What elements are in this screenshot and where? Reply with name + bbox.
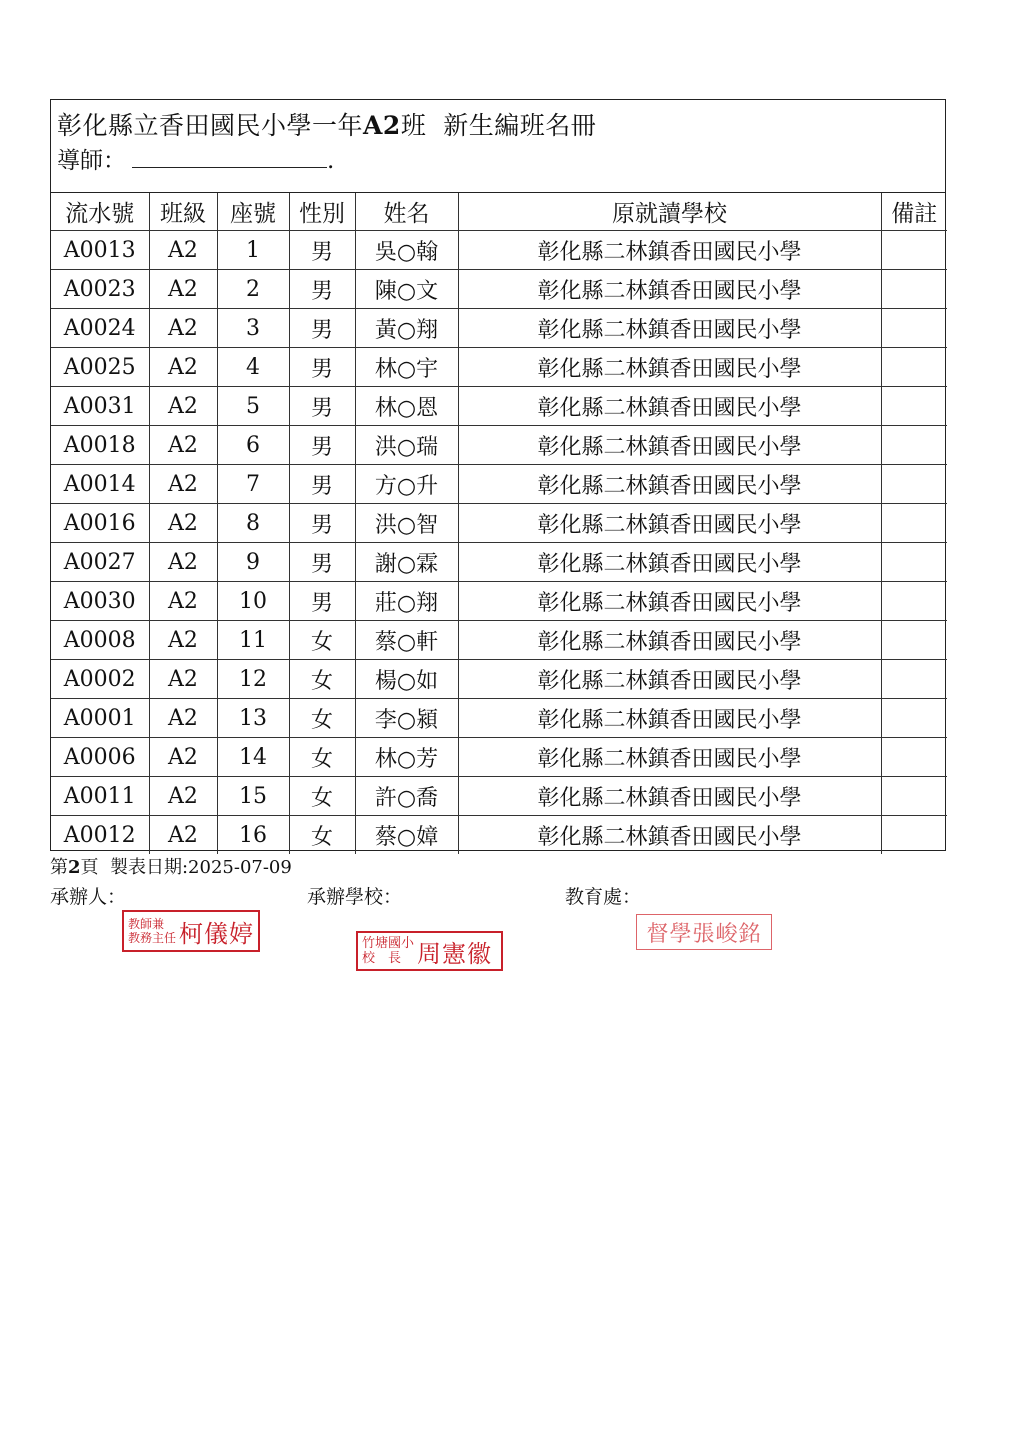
table-cell: 蔡○軒 [355,621,458,660]
table-row [51,777,947,816]
table-cell: 女 [289,816,355,855]
date-text: 製表日期:2025-07-09 [109,857,292,878]
table-row [51,270,947,309]
table-cell: A0002 [51,660,149,699]
table-cell: 彰化縣二林鎮香田國民小學 [458,699,881,738]
table-row [51,816,947,855]
table-cell: A0018 [51,426,149,465]
tutor-label: 導師： [57,148,126,174]
table-cell: A0012 [51,816,149,855]
table-cell: A0011 [51,777,149,816]
table-cell: 洪○瑞 [355,426,458,465]
table-cell: 謝○霖 [355,543,458,582]
table-cell: A2 [149,699,217,738]
table-row [51,231,947,270]
edu-label: 教育處： [565,886,642,908]
table-cell: 女 [289,621,355,660]
table-cell: 4 [217,348,289,387]
table-cell: 15 [217,777,289,816]
table-row [51,348,947,387]
table-cell [881,543,947,582]
table-cell: 彰化縣二林鎮香田國民小學 [458,348,881,387]
column-header: 備註 [881,193,947,231]
roster-table [51,193,947,854]
table-cell: 彰化縣二林鎮香田國民小學 [458,387,881,426]
table-cell: A0024 [51,309,149,348]
table-cell [881,504,947,543]
table-row [51,465,947,504]
table-cell: A2 [149,738,217,777]
table-cell: 男 [289,465,355,504]
table-cell: A2 [149,582,217,621]
table-cell: A0031 [51,387,149,426]
table-cell [881,816,947,855]
column-header: 性別 [289,193,355,231]
table-cell: A2 [149,348,217,387]
table-cell: 2 [217,270,289,309]
handler-label: 承辦人： [50,886,127,908]
table-cell: A0025 [51,348,149,387]
table-row [51,660,947,699]
roster-sheet [50,99,946,851]
table-cell: 彰化縣二林鎮香田國民小學 [458,465,881,504]
table-cell: 彰化縣二林鎮香田國民小學 [458,504,881,543]
page-title: 彰化縣立香田國民小學一年A2班 新生編班名冊 [57,111,597,140]
table-cell: 男 [289,543,355,582]
table-cell: A2 [149,309,217,348]
table-cell: 林○恩 [355,387,458,426]
table-cell [881,660,947,699]
table-cell: 女 [289,660,355,699]
table-cell: 7 [217,465,289,504]
tutor-line: 導師： . [57,142,334,175]
table-cell [881,582,947,621]
table-cell: A0016 [51,504,149,543]
table-cell: A2 [149,543,217,582]
table-cell [881,465,947,504]
table-row [51,738,947,777]
table-cell: A2 [149,426,217,465]
table-cell: 男 [289,231,355,270]
table-row [51,426,947,465]
table-cell: A0006 [51,738,149,777]
page-number: 2 [68,857,81,878]
table-cell: A0027 [51,543,149,582]
table-row [51,543,947,582]
table-cell: 10 [217,582,289,621]
table-cell: 男 [289,309,355,348]
table-cell [881,387,947,426]
table-cell: 9 [217,543,289,582]
table-cell: 彰化縣二林鎮香田國民小學 [458,582,881,621]
table-row [51,582,947,621]
table-cell: A2 [149,621,217,660]
table-cell: 男 [289,348,355,387]
table-cell: 女 [289,699,355,738]
table-cell: 5 [217,387,289,426]
table-cell: A0001 [51,699,149,738]
table-cell: 彰化縣二林鎮香田國民小學 [458,660,881,699]
table-cell: A2 [149,387,217,426]
table-cell: A0030 [51,582,149,621]
table-cell: 8 [217,504,289,543]
table-cell: 李○潁 [355,699,458,738]
table-cell: 彰化縣二林鎮香田國民小學 [458,543,881,582]
table-cell: A2 [149,816,217,855]
table-cell [881,231,947,270]
table-cell: 彰化縣二林鎮香田國民小學 [458,777,881,816]
table-cell: 彰化縣二林鎮香田國民小學 [458,231,881,270]
table-cell: 彰化縣二林鎮香田國民小學 [458,816,881,855]
table-cell: 黃○翔 [355,309,458,348]
table-cell [881,777,947,816]
table-cell [881,426,947,465]
table-cell: 方○升 [355,465,458,504]
table-cell: 彰化縣二林鎮香田國民小學 [458,270,881,309]
table-header-row [51,193,947,231]
title-box [51,100,945,193]
table-cell [881,348,947,387]
table-row [51,504,947,543]
school-stamp: 竹塘國小 校 長 周憲徽 [356,931,503,971]
table-cell: 男 [289,426,355,465]
table-cell: 3 [217,309,289,348]
table-cell: 彰化縣二林鎮香田國民小學 [458,738,881,777]
table-cell: A0008 [51,621,149,660]
table-cell: 彰化縣二林鎮香田國民小學 [458,309,881,348]
page-footer: 第2頁 製表日期:2025-07-09 [50,857,292,878]
edu-stamp: 督學張峻銘 [636,914,772,950]
table-cell: 彰化縣二林鎮香田國民小學 [458,426,881,465]
table-cell: 男 [289,270,355,309]
table-cell: 彰化縣二林鎮香田國民小學 [458,621,881,660]
table-cell: 許○喬 [355,777,458,816]
column-header: 班級 [149,193,217,231]
table-row [51,699,947,738]
table-cell: 吳○翰 [355,231,458,270]
class-name: A2 [363,111,401,140]
table-cell: A0013 [51,231,149,270]
table-cell: A2 [149,777,217,816]
table-cell: 1 [217,231,289,270]
table-cell: 陳○文 [355,270,458,309]
table-cell: 13 [217,699,289,738]
tutor-blank [132,145,327,168]
table-cell [881,309,947,348]
table-row [51,387,947,426]
column-header: 姓名 [355,193,458,231]
table-cell [881,621,947,660]
table-cell: 莊○翔 [355,582,458,621]
table-row [51,621,947,660]
table-cell: 男 [289,387,355,426]
column-header: 座號 [217,193,289,231]
table-cell: 男 [289,504,355,543]
table-cell: A0023 [51,270,149,309]
table-cell: 女 [289,738,355,777]
table-cell: 6 [217,426,289,465]
table-cell: 楊○如 [355,660,458,699]
table-cell [881,738,947,777]
handler-stamp: 教師兼 教務主任 柯儀婷 [122,910,260,952]
table-cell [881,270,947,309]
table-cell: A2 [149,504,217,543]
table-cell: A2 [149,465,217,504]
table-row [51,309,947,348]
table-cell: 11 [217,621,289,660]
table-cell: 洪○智 [355,504,458,543]
column-header: 流水號 [51,193,149,231]
table-cell: 林○芳 [355,738,458,777]
school-label: 承辦學校： [307,886,403,908]
table-cell: 12 [217,660,289,699]
table-cell: A0014 [51,465,149,504]
table-cell: 16 [217,816,289,855]
table-cell: A2 [149,231,217,270]
table-cell [881,699,947,738]
table-cell: A2 [149,660,217,699]
table-cell: 女 [289,777,355,816]
table-cell: 林○宇 [355,348,458,387]
column-header: 原就讀學校 [458,193,881,231]
table-cell: 男 [289,582,355,621]
table-cell: 蔡○嫜 [355,816,458,855]
table-cell: A2 [149,270,217,309]
table-cell: 14 [217,738,289,777]
